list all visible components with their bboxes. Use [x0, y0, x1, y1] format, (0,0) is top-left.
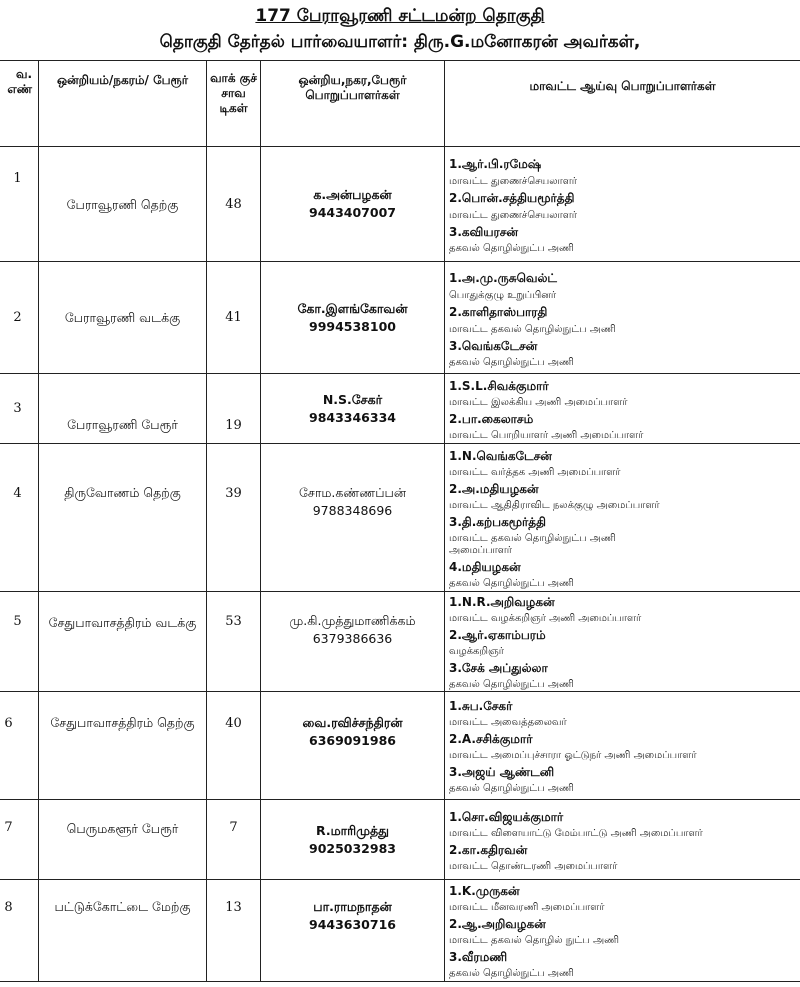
- coordinator-role: மாவட்ட துணைச்செயலாளர்: [449, 176, 578, 187]
- incharge-cell: [261, 800, 445, 880]
- booth-count: 13: [207, 880, 261, 982]
- col-header-area: ஒன்றியம்/நகரம்/ பேரூர்: [39, 61, 207, 147]
- booth-count: 48: [207, 147, 261, 262]
- incharge-cell: [261, 880, 445, 982]
- col-header-sn: வ. எண்: [0, 61, 39, 147]
- area-cell: பேராவூரணி பேரூர்: [39, 374, 207, 444]
- incharge-phone: 9843346334: [309, 409, 396, 425]
- coordinator-name: 1.N.R.அறிவழகன்: [449, 595, 555, 609]
- incharge-phone: 6369091986: [309, 733, 396, 748]
- coordinator-role: மாவட்ட வழக்கறிஞர் அணி அமைப்பாளர்: [449, 613, 642, 624]
- coordinator-role: மாவட்ட தகவல் தொழில்நுட்ப அணி அமைப்பாளர்: [449, 532, 616, 556]
- coordinator-name: 2.கா.கதிரவன்: [449, 842, 528, 857]
- coordinator-role: தகவல் தொழில்நுட்ப அணி: [449, 356, 574, 368]
- coordinator-cell: [445, 262, 800, 374]
- area-cell: பேராவூரணி வடக்கு: [39, 262, 207, 374]
- incharge-cell: [261, 692, 445, 800]
- area-cell: பெருமகளூர் பேரூர்: [39, 800, 207, 880]
- incharge-phone: 9025032983: [309, 840, 396, 856]
- coordinator-role: தகவல் தொழில்நுட்ப அணி: [449, 577, 574, 589]
- coordinator-name: 3.வீரமணி: [449, 950, 508, 964]
- table-row: [0, 374, 800, 444]
- table-header-row: [0, 61, 800, 147]
- booth-count: 19: [207, 374, 261, 444]
- booth-count: 53: [207, 592, 261, 692]
- incharge-cell: [261, 444, 445, 592]
- document-subtitle: தொகுதி தேர்தல் பார்வையாளர்: திரு.G.மனோகரன் அவர்கள்,: [159, 32, 641, 52]
- coordinator-name: 3.வெங்கடேசன்: [449, 338, 538, 353]
- coordinator-role: மாவட்ட மீனவரணி அமைப்பாளர்: [449, 902, 605, 913]
- coordinator-name: 3.தி.கற்பகமூர்த்தி: [449, 514, 546, 529]
- coordinator-role: மாவட்ட வர்த்தக அணி அமைப்பாளர்: [449, 466, 621, 478]
- incharge-phone: 9443630716: [309, 917, 396, 932]
- row-number: 3: [0, 374, 39, 444]
- area-cell: சேதுபாவாசத்திரம் வடக்கு: [39, 592, 207, 692]
- incharge-phone: 9994538100: [309, 318, 396, 334]
- booth-count: 40: [207, 692, 261, 800]
- incharge-phone: 6379386636: [312, 631, 393, 646]
- row-number: 2: [0, 262, 39, 374]
- coordinator-role: மாவட்ட பொறியாளர் அணி அமைப்பாளர்: [449, 429, 644, 441]
- coordinator-name: 2.பொன்.சத்தியமூர்த்தி: [449, 191, 575, 205]
- incharge-name: மு.கி.முத்துமாணிக்கம்: [289, 613, 416, 628]
- coordinator-name: 3.அஜய் ஆண்டனி: [449, 765, 555, 779]
- coordinator-role: தகவல் தொழில்நுட்ப அணி: [449, 783, 574, 794]
- coordinator-cell: [445, 592, 800, 692]
- incharge-name: க.அன்பழகன்: [313, 187, 392, 202]
- area-cell: திருவோணம் தெற்கு: [39, 444, 207, 592]
- row-number: 8: [0, 880, 39, 982]
- document-title: 177 பேராவூரணி சட்டமன்ற தொகுதி: [255, 6, 545, 26]
- coordinator-name: 1.N.வெங்கடேசன்: [449, 448, 552, 463]
- coordinator-cell: [445, 800, 800, 880]
- row-number: 7: [0, 800, 39, 880]
- table-row: [0, 692, 800, 800]
- booth-count: 41: [207, 262, 261, 374]
- col-header-incharge: ஒன்றிய,நகர,பேரூர் பொறுப்பாளர்கள்: [261, 61, 445, 147]
- incharge-cell: [261, 592, 445, 692]
- coordinator-name: 1.அ.மு.ருசுவெல்ட்: [449, 270, 557, 285]
- coordinator-role: மாவட்ட ஆதிதிராவிட நலக்குழு அமைப்பாளர்: [449, 499, 660, 511]
- table-row: [0, 147, 800, 262]
- row-number: 6: [0, 692, 39, 800]
- incharge-cell: [261, 147, 445, 262]
- coordinator-role: தகவல் தொழில்நுட்ப அணி: [449, 679, 574, 690]
- coordinator-name: 2.காளிதாஸ்பாரதி: [449, 304, 548, 319]
- coordinator-name: 1.ஆர்.பி.ரமேஷ்: [449, 157, 542, 171]
- row-number: 4: [0, 444, 39, 592]
- coordinator-name: 4.மதியழகன்: [449, 559, 521, 574]
- coordinator-name: 1.சுப.சேகர்: [449, 699, 513, 713]
- coordinator-role: தகவல் தொழில்நுட்ப அணி: [449, 243, 574, 254]
- col-header-booths: வாக் குச் சாவ டிகள்: [207, 61, 261, 147]
- booth-count: 39: [207, 444, 261, 592]
- table-row: [0, 444, 800, 592]
- coordinator-cell: [445, 880, 800, 982]
- coordinator-role: மாவட்ட அமைப்புச்சாரா ஓட்டுநர் அணி அமைப்பாளர்: [449, 750, 697, 761]
- incharge-name: பா.ராமநாதன்: [313, 899, 392, 914]
- table-row: [0, 880, 800, 982]
- incharge-name: R.மாரிமுத்து: [315, 822, 390, 838]
- coordinator-name: 1.S.L.சிவக்குமார்: [449, 378, 549, 393]
- coordinator-name: 2.ஆர்.ஏகாம்பரம்: [449, 628, 546, 642]
- incharge-name: சோம.கண்ணப்பன்: [299, 485, 406, 500]
- incharge-name: வை.ரவிச்சந்திரன்: [302, 715, 403, 730]
- table-row: [0, 592, 800, 692]
- incharge-phone: 9788348696: [312, 503, 393, 518]
- area-cell: பட்டுக்கோட்டை மேற்கு: [39, 880, 207, 982]
- col-header-district: மாவட்ட ஆய்வு பொறுப்பாளர்கள்: [445, 61, 800, 147]
- coordinator-name: 1.சொ.விஜயக்குமார்: [449, 809, 564, 824]
- coordinator-cell: [445, 692, 800, 800]
- coordinator-role: தகவல் தொழில்நுட்ப அணி: [449, 968, 574, 979]
- coordinator-name: 3.கவியரசன்: [449, 225, 519, 239]
- coordinator-role: பொதுக்குழு உறுப்பினர்: [449, 289, 557, 301]
- assignment-table: [0, 60, 800, 982]
- coordinator-role: மாவட்ட தகவல் தொழில் நுட்ப அணி: [449, 935, 619, 946]
- table-row: [0, 800, 800, 880]
- coordinator-name: 2.A.சசிக்குமார்: [449, 732, 533, 746]
- coordinator-cell: [445, 444, 800, 592]
- area-cell: சேதுபாவாசத்திரம் தெற்கு: [39, 692, 207, 800]
- coordinator-role: வழக்கறிஞர்: [449, 646, 504, 657]
- incharge-phone: 9443407007: [309, 205, 396, 220]
- booth-count: 7: [207, 800, 261, 880]
- incharge-name: கோ.இளங்கோவன்: [297, 300, 408, 316]
- coordinator-cell: [445, 374, 800, 444]
- incharge-name: N.S.சேகர்: [322, 391, 383, 407]
- coordinator-role: மாவட்ட தகவல் தொழில்நுட்ப அணி: [449, 323, 616, 335]
- coordinator-role: மாவட்ட அவைத்தலைவர்: [449, 717, 567, 728]
- incharge-cell: [261, 374, 445, 444]
- coordinator-name: 2.பா.கைலாசம்: [449, 411, 534, 426]
- coordinator-name: 3.சேக் அப்துல்லா: [449, 661, 548, 675]
- incharge-cell: [261, 262, 445, 374]
- row-number: 5: [0, 592, 39, 692]
- coordinator-cell: [445, 147, 800, 262]
- coordinator-role: மாவட்ட விளையாட்டு மேம்பாட்டு அணி அமைப்பாளர்: [449, 827, 703, 839]
- coordinator-name: 1.K.முருகன்: [449, 884, 520, 898]
- coordinator-role: மாவட்ட துணைச்செயலாளர்: [449, 210, 578, 221]
- table-row: [0, 262, 800, 374]
- row-number: 1: [0, 147, 39, 262]
- coordinator-role: மாவட்ட இலக்கிய அணி அமைப்பாளர்: [449, 396, 628, 408]
- coordinator-name: 2.அ.மதியழகன்: [449, 481, 539, 496]
- area-cell: பேராவூரணி தெற்கு: [39, 147, 207, 262]
- coordinator-role: மாவட்ட தொண்டரணி அமைப்பாளர்: [449, 860, 618, 872]
- coordinator-name: 2.ஆ.அறிவழகன்: [449, 917, 546, 931]
